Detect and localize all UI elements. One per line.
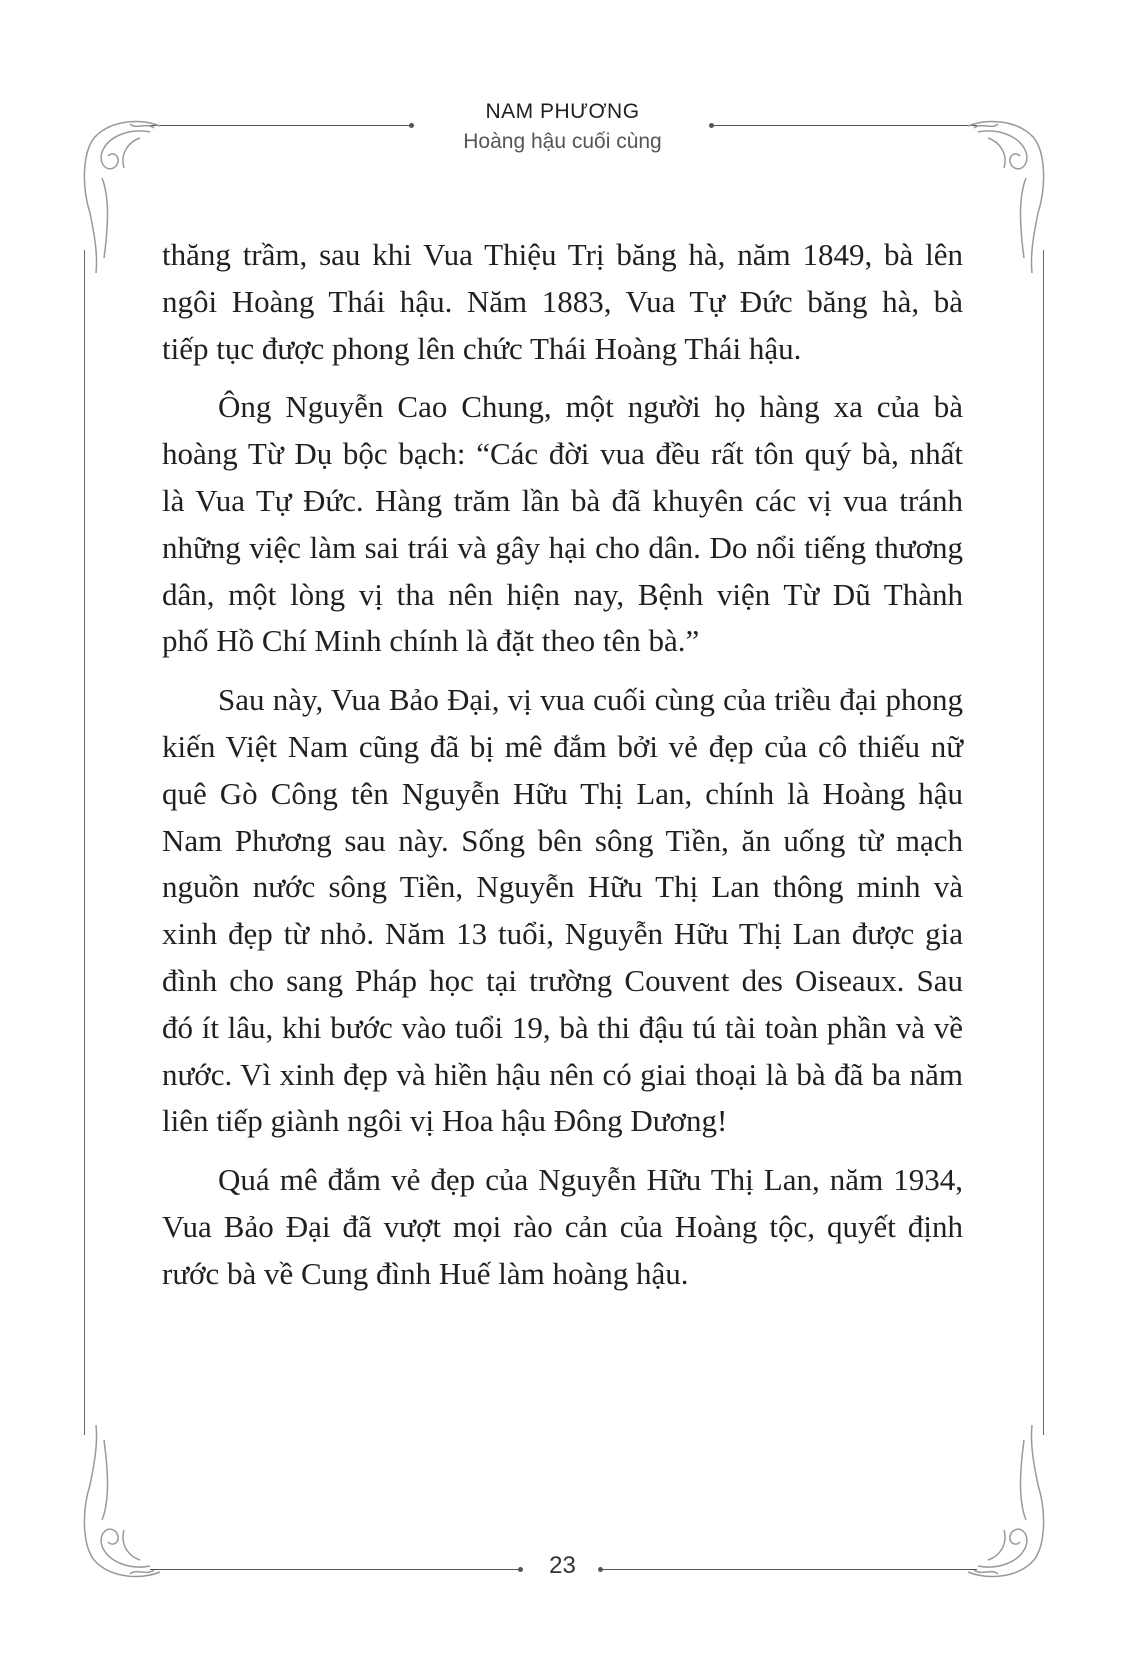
- text-line: rước bà về Cung đình Huế làm hoàng hậu.: [162, 1255, 689, 1291]
- text-line: Vua Bảo Đại đã vượt mọi rào cản của Hoàng tộc, quyết định: [162, 1208, 963, 1244]
- paragraph: [162, 677, 963, 1145]
- text-line: kiến Việt Nam cũng đã bị mê đắm bởi vẻ đẹp của cô thiếu nữ: [162, 728, 963, 764]
- text-line: đình cho sang Pháp học tại trường Couvent des Oiseaux. Sau: [162, 962, 963, 998]
- body-text: [162, 232, 963, 1310]
- running-header-subtitle: Hoàng hậu cuối cùng: [463, 130, 662, 153]
- text-line: quê Gò Công tên Nguyễn Hữu Thị Lan, chính là Hoàng hậu: [162, 775, 963, 811]
- text-line: xinh đẹp từ nhỏ. Năm 13 tuổi, Nguyễn Hữu Thị Lan được gia: [162, 916, 963, 952]
- running-header-title: NAM PHƯƠNG: [485, 100, 640, 123]
- text-line: Nam Phương sau này. Sống bên sông Tiền, ăn uống từ mạch: [162, 822, 963, 858]
- page-number: 23: [549, 1552, 576, 1579]
- text-line: thăng trầm, sau khi Vua Thiệu Trị băng hà, năm 1849, bà lên: [162, 237, 963, 272]
- text-line: liên tiếp giành ngôi vị Hoa hậu Đông Dương!: [162, 1103, 728, 1139]
- paragraph: [162, 1157, 963, 1297]
- paragraph: [162, 384, 963, 665]
- text-line: nước. Vì xinh đẹp và hiền hậu nên có giai thoại là bà đã ba năm: [162, 1056, 963, 1092]
- header-rule-dot: [709, 123, 714, 128]
- corner-ornament-icon: [958, 118, 1048, 278]
- header-rule-right: [712, 125, 977, 126]
- paragraph: [162, 232, 963, 372]
- text-line: những việc làm sai trái và gây hại cho dân. Do nổi tiếng thương: [162, 529, 963, 565]
- text-line: nguồn nước sông Tiền, Nguyễn Hữu Thị Lan thông minh và: [162, 869, 963, 905]
- corner-ornament-icon: [80, 118, 170, 278]
- text-line: là Vua Tự Đức. Hàng trăm lần bà đã khuyên các vị vua tránh: [162, 482, 963, 518]
- text-line: ngôi Hoàng Thái hậu. Năm 1883, Vua Tự Đức băng hà, bà: [162, 283, 963, 319]
- text-line: Ông Nguyễn Cao Chung, một người họ hàng xa của bà: [218, 389, 963, 425]
- text-line: dân, một lòng vị tha nên hiện nay, Bệnh viện Từ Dũ Thành: [162, 576, 963, 612]
- footer-rule-right: [600, 1569, 977, 1570]
- text-line: hoàng Từ Dụ bộc bạch: “Các đời vua đều rất tôn quý bà, nhất: [162, 436, 963, 472]
- text-line: đó ít lâu, khi bước vào tuổi 19, bà thi đậu tú tài toàn phần và về: [162, 1009, 963, 1045]
- frame-right-line: [1043, 250, 1044, 1435]
- text-line: Sau này, Vua Bảo Đại, vị vua cuối cùng của triều đại phong: [218, 682, 963, 718]
- text-line: phố Hồ Chí Minh chính là đặt theo tên bà.”: [162, 623, 700, 659]
- text-line: Quá mê đắm vẻ đẹp của Nguyễn Hữu Thị Lan, năm 1934,: [218, 1162, 963, 1198]
- text-line: tiếp tục được phong lên chức Thái Hoàng Thái hậu.: [162, 330, 802, 366]
- header-rule-dot: [409, 123, 414, 128]
- frame-left-line: [84, 250, 85, 1435]
- header-rule-left: [150, 125, 412, 126]
